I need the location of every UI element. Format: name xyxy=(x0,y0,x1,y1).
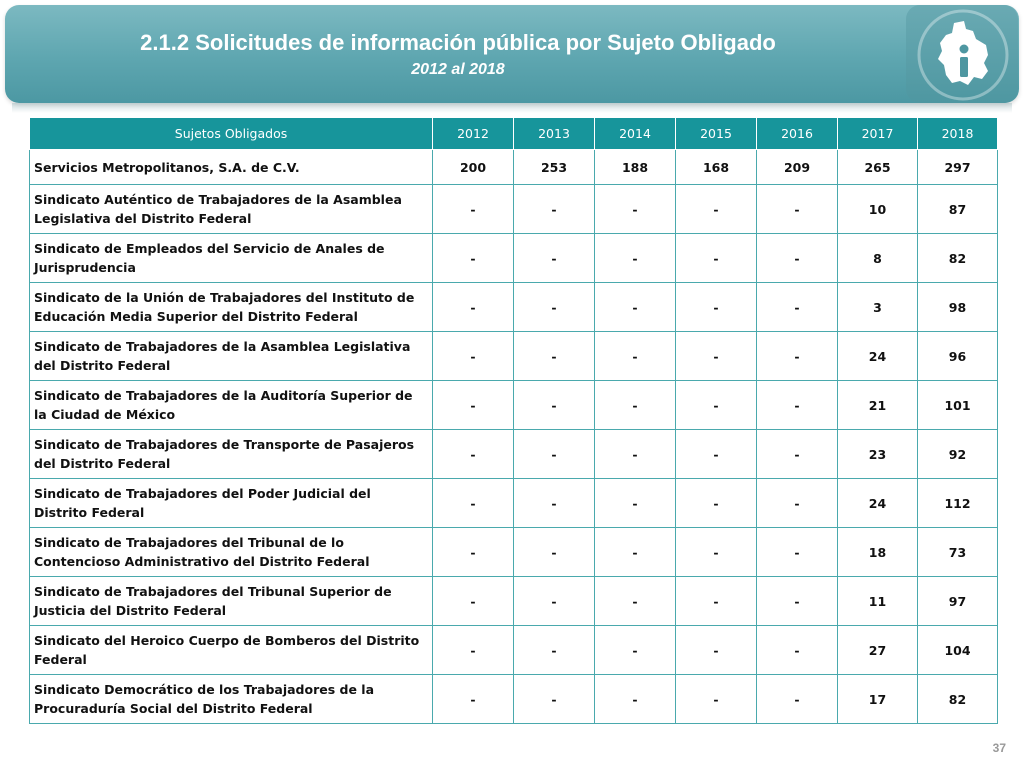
table-cell: - xyxy=(595,479,676,528)
table-cell: 18 xyxy=(838,528,918,577)
table-row xyxy=(30,234,998,283)
table-cell: - xyxy=(676,528,757,577)
table-cell: - xyxy=(757,528,838,577)
table-cell: - xyxy=(514,283,595,332)
column-header: 2014 xyxy=(595,118,676,150)
table-cell: - xyxy=(514,626,595,675)
table-cell: - xyxy=(757,626,838,675)
table-header-row xyxy=(30,118,998,150)
table-cell: 112 xyxy=(918,479,998,528)
table-cell: 265 xyxy=(838,150,918,185)
table-row xyxy=(30,332,998,381)
table-cell-name: Sindicato de Trabajadores del Tribunal Superior de Justicia del Distrito Federal xyxy=(30,577,433,626)
table-cell: 98 xyxy=(918,283,998,332)
table-cell: 10 xyxy=(838,185,918,234)
table-cell: - xyxy=(676,283,757,332)
cdmx-map-info-icon xyxy=(906,5,1018,103)
table-cell: - xyxy=(757,185,838,234)
table-cell: - xyxy=(433,626,514,675)
table-cell: 3 xyxy=(838,283,918,332)
page-title: 2.1.2 Solicitudes de información pública por Sujeto Obligado xyxy=(140,30,776,55)
table-cell: 8 xyxy=(838,234,918,283)
table-cell: - xyxy=(514,234,595,283)
table-cell: - xyxy=(757,675,838,724)
table-cell: - xyxy=(676,577,757,626)
table-cell: - xyxy=(433,479,514,528)
table-cell: 87 xyxy=(918,185,998,234)
table-row xyxy=(30,150,998,185)
table-cell: 73 xyxy=(918,528,998,577)
table-cell: - xyxy=(595,234,676,283)
table-cell: - xyxy=(757,479,838,528)
table-cell: - xyxy=(595,430,676,479)
table-cell: - xyxy=(676,430,757,479)
page-number: 37 xyxy=(992,741,1006,755)
table-cell: - xyxy=(514,332,595,381)
table-row xyxy=(30,430,998,479)
column-header: 2017 xyxy=(838,118,918,150)
table-cell: - xyxy=(595,332,676,381)
table-cell: 23 xyxy=(838,430,918,479)
table-cell: 82 xyxy=(918,234,998,283)
table-cell: - xyxy=(676,332,757,381)
column-header: 2018 xyxy=(918,118,998,150)
table-cell: - xyxy=(514,528,595,577)
table-cell: 17 xyxy=(838,675,918,724)
table-cell: 96 xyxy=(918,332,998,381)
column-header: 2016 xyxy=(757,118,838,150)
column-header: 2012 xyxy=(433,118,514,150)
table-cell: - xyxy=(595,185,676,234)
table-cell: 101 xyxy=(918,381,998,430)
table-cell: 168 xyxy=(676,150,757,185)
table-cell: 253 xyxy=(514,150,595,185)
table-cell: - xyxy=(433,528,514,577)
table-row xyxy=(30,675,998,724)
table-cell: - xyxy=(595,626,676,675)
table-cell: 82 xyxy=(918,675,998,724)
table-cell: - xyxy=(433,577,514,626)
column-header: 2013 xyxy=(514,118,595,150)
table-cell-name: Servicios Metropolitanos, S.A. de C.V. xyxy=(30,150,433,185)
table-cell: - xyxy=(514,675,595,724)
table-cell-name: Sindicato de Trabajadores del Tribunal de lo Contencioso Administrativo del Distrito Federal xyxy=(30,528,433,577)
table-cell: 97 xyxy=(918,577,998,626)
table-cell: - xyxy=(757,381,838,430)
table-cell: - xyxy=(757,577,838,626)
table-cell: - xyxy=(514,430,595,479)
table-row xyxy=(30,479,998,528)
table-cell: - xyxy=(757,430,838,479)
column-header: 2015 xyxy=(676,118,757,150)
table-cell: - xyxy=(676,626,757,675)
logo xyxy=(906,5,1018,103)
table-cell: 11 xyxy=(838,577,918,626)
table-row xyxy=(30,381,998,430)
table-cell: 297 xyxy=(918,150,998,185)
table-cell-name: Sindicato de la Unión de Trabajadores del Instituto de Educación Media Superior del Distrito Federal xyxy=(30,283,433,332)
data-table-container xyxy=(29,117,998,724)
table-cell: - xyxy=(757,234,838,283)
table-cell: - xyxy=(433,283,514,332)
table-cell: - xyxy=(595,381,676,430)
table-cell: 27 xyxy=(838,626,918,675)
table-cell-name: Sindicato de Trabajadores de la Auditoría Superior de la Ciudad de México xyxy=(30,381,433,430)
table-cell-name: Sindicato de Empleados del Servicio de Anales de Jurisprudencia xyxy=(30,234,433,283)
table-cell-name: Sindicato Democrático de los Trabajadores de la Procuraduría Social del Distrito Federal xyxy=(30,675,433,724)
table-cell: - xyxy=(433,332,514,381)
header-shadow xyxy=(12,103,1012,113)
table-cell: - xyxy=(433,381,514,430)
table-cell: 24 xyxy=(838,479,918,528)
column-header: Sujetos Obligados xyxy=(30,118,433,150)
page-subtitle: 2012 al 2018 xyxy=(411,61,505,78)
table-cell: - xyxy=(757,332,838,381)
table-cell: - xyxy=(676,185,757,234)
table-cell: 92 xyxy=(918,430,998,479)
table-cell: - xyxy=(595,577,676,626)
table-cell: - xyxy=(757,283,838,332)
table-cell-name: Sindicato Auténtico de Trabajadores de la Asamblea Legislativa del Distrito Federal xyxy=(30,185,433,234)
table-cell: - xyxy=(676,479,757,528)
table-cell: - xyxy=(514,185,595,234)
table-row xyxy=(30,185,998,234)
table-cell-name: Sindicato del Heroico Cuerpo de Bomberos del Distrito Federal xyxy=(30,626,433,675)
table-row xyxy=(30,626,998,675)
table-cell: - xyxy=(595,528,676,577)
table-cell: - xyxy=(433,675,514,724)
table-cell-name: Sindicato de Trabajadores de la Asamblea Legislativa del Distrito Federal xyxy=(30,332,433,381)
requests-table xyxy=(29,117,998,724)
table-row xyxy=(30,528,998,577)
table-cell: - xyxy=(595,283,676,332)
table-cell: - xyxy=(514,479,595,528)
table-cell: - xyxy=(676,234,757,283)
table-cell: 200 xyxy=(433,150,514,185)
table-cell: - xyxy=(514,577,595,626)
table-cell: - xyxy=(433,430,514,479)
table-cell: - xyxy=(595,675,676,724)
table-cell: 24 xyxy=(838,332,918,381)
table-cell: 188 xyxy=(595,150,676,185)
table-row xyxy=(30,283,998,332)
table-cell: - xyxy=(433,185,514,234)
table-cell: - xyxy=(676,381,757,430)
table-cell-name: Sindicato de Trabajadores del Poder Judicial del Distrito Federal xyxy=(30,479,433,528)
table-row xyxy=(30,577,998,626)
table-cell: - xyxy=(433,234,514,283)
table-cell: 104 xyxy=(918,626,998,675)
table-cell: - xyxy=(514,381,595,430)
table-cell: 209 xyxy=(757,150,838,185)
table-cell-name: Sindicato de Trabajadores de Transporte de Pasajeros del Distrito Federal xyxy=(30,430,433,479)
table-cell: - xyxy=(676,675,757,724)
table-cell: 21 xyxy=(838,381,918,430)
